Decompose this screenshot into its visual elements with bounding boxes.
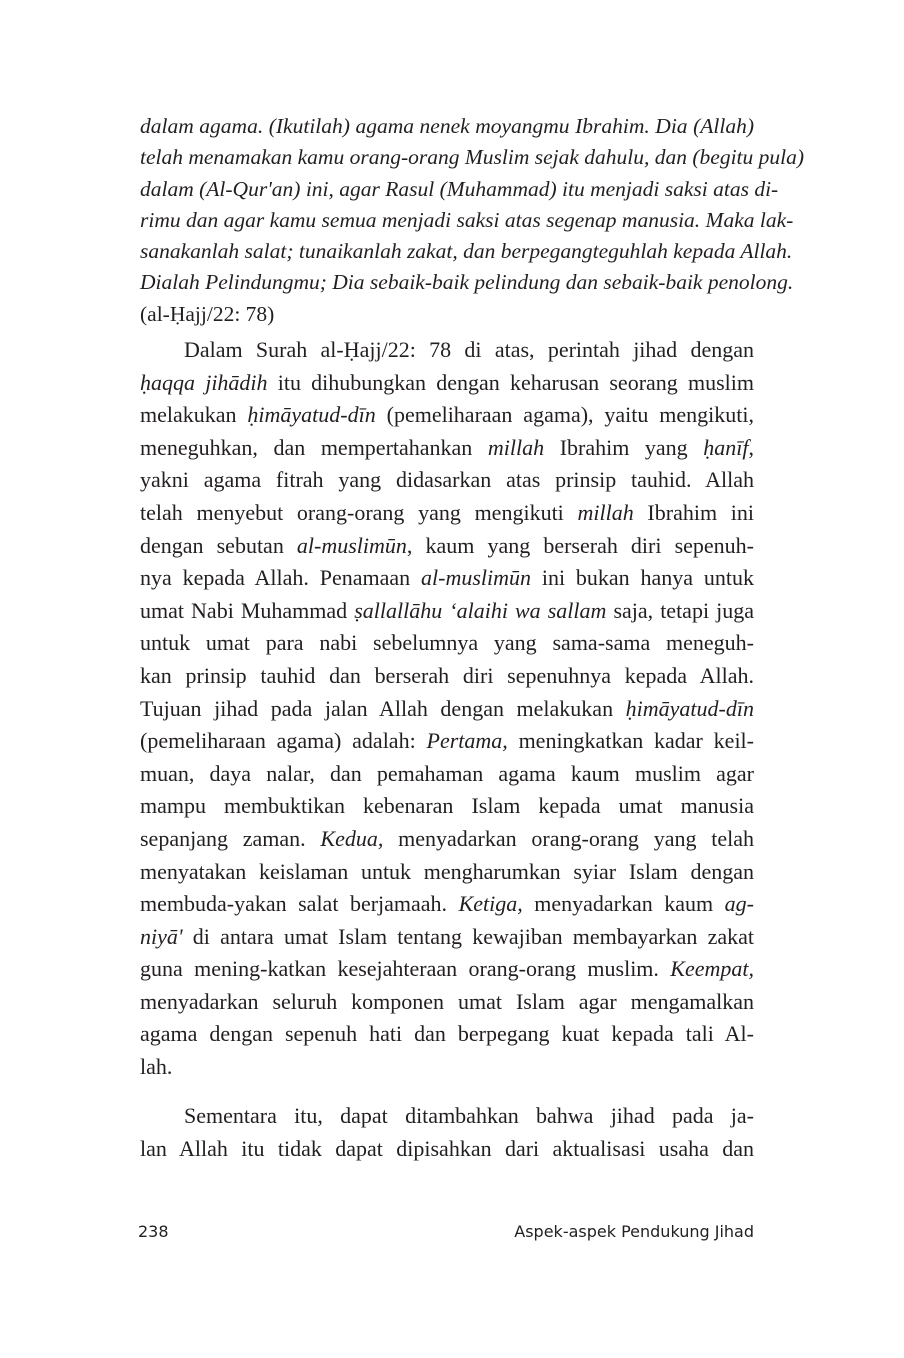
italic-term: millah — [577, 499, 634, 525]
italic-term: rimu dan agar kamu semua menjadi saksi atas segenap manusia. Maka lak- — [140, 207, 794, 232]
text-segment: (pemeliharaan agama), yaitu mengikuti, — [375, 402, 754, 428]
text-segment: lan Allah itu tidak dapat dipisahkan dari aktualisasi usaha dan — [140, 1135, 754, 1161]
italic-term: Kedua, — [320, 825, 384, 851]
italic-term: niyā' — [140, 923, 183, 949]
text-line — [140, 1100, 754, 1133]
text-segment: menyatakan keislaman untuk mengharumkan syiar Islam dengan — [140, 858, 754, 884]
text-line — [140, 953, 754, 986]
text-line — [140, 530, 754, 563]
text-line — [140, 1133, 754, 1166]
text-segment: , kaum yang berserah diri sepenuh- — [406, 532, 754, 558]
text-segment: Dalam Surah al-Ḥajj/22: 78 di atas, perintah jihad dengan — [184, 337, 754, 362]
text-line — [140, 986, 754, 1019]
text-segment: sepanjang zaman. — [140, 825, 321, 851]
text-segment: nya kepada Allah. Penamaan — [140, 565, 421, 591]
italic-term: al-muslimūn — [296, 532, 407, 558]
italic-term: ḥanīf — [703, 434, 749, 460]
text-line — [140, 856, 754, 889]
text-line — [140, 595, 754, 628]
page-number: 238 — [138, 1222, 169, 1241]
text-segment: menyadarkan orang-orang yang telah — [383, 825, 754, 851]
text-line — [140, 334, 754, 367]
italic-term: Keempat, — [670, 956, 754, 982]
text-line — [140, 236, 793, 267]
text-line — [140, 299, 754, 330]
italic-term: ṣallallāhu ‘alaihi wa sallam — [354, 597, 607, 623]
text-segment: (al-Ḥajj/22: 78) — [140, 301, 275, 326]
text-line — [140, 693, 754, 726]
text-line — [140, 660, 754, 693]
text-segment: yakni agama fitrah yang didasarkan atas prinsip tauhid. Allah — [140, 467, 754, 493]
text-line — [140, 497, 754, 530]
paragraph-2 — [140, 1100, 754, 1165]
text-segment: umat Nabi Muhammad — [140, 597, 355, 623]
italic-term: ḥimāyatud-dīn — [625, 695, 754, 721]
italic-term: dalam (Al-Qur'an) ini, agar Rasul (Muhammad) itu menjadi saksi atas di- — [140, 176, 779, 201]
text-line — [140, 627, 754, 660]
text-segment: melakukan — [140, 402, 248, 428]
text-segment: muan, daya nalar, dan pemahaman agama kaum muslim agar — [140, 760, 754, 786]
text-segment: menyadarkan seluruh komponen umat Islam agar mengamalkan — [140, 988, 754, 1014]
text-line — [140, 111, 754, 142]
text-line — [140, 432, 754, 465]
text-line — [140, 790, 754, 823]
italic-term: Dialah Pelindungmu; Dia sebaik-baik pelindung dan sebaik-baik penolong. — [140, 270, 794, 295]
text-line — [140, 888, 754, 921]
text-line — [140, 1018, 754, 1051]
text-line — [140, 142, 805, 173]
italic-term: telah menamakan kamu orang-orang Muslim sejak dahulu, dan (begitu pula) — [140, 145, 805, 170]
italic-term: dalam agama. (Ikutilah) agama nenek moyangmu Ibrahim. Dia (Allah) — [140, 114, 754, 138]
text-line — [140, 1051, 754, 1084]
text-segment: agama dengan sepenuh hati dan berpegang kuat kepada tali Al- — [140, 1021, 754, 1047]
italic-term: Pertama, — [426, 728, 508, 754]
italic-term: al-muslimūn — [421, 565, 531, 591]
italic-term: ḥaqqa jihādih — [140, 369, 268, 395]
text-segment: itu dihubungkan dengan keharusan seorang muslim — [267, 369, 754, 395]
text-segment: mampu membuktikan kebenaran Islam kepada umat manusia — [140, 793, 754, 819]
quran-quote — [140, 111, 805, 330]
text-line — [140, 823, 754, 856]
text-segment: lah. — [140, 1054, 173, 1080]
text-segment: Ibrahim ini — [633, 499, 754, 525]
italic-term: Ketiga, — [458, 891, 523, 917]
text-line — [140, 367, 754, 400]
italic-term: ag- — [724, 891, 754, 917]
text-segment: untuk umat para nabi sebelumnya yang sama-sama meneguh- — [140, 630, 754, 656]
text-segment: menyadarkan kaum — [522, 891, 725, 917]
text-segment: Tujuan jihad pada jalan Allah dengan melakukan — [140, 695, 626, 721]
text-segment: dengan sebutan — [140, 532, 297, 558]
text-line — [140, 205, 794, 236]
text-segment: saja, tetapi juga — [606, 597, 754, 623]
text-segment: ini bukan hanya untuk — [531, 565, 754, 591]
text-segment: Sementara itu, dapat ditambahkan bahwa jihad pada ja- — [184, 1103, 754, 1128]
italic-term: sanakanlah salat; tunaikanlah zakat, dan berpegangteguhlah kepada Allah. — [140, 239, 793, 264]
text-segment: di antara umat Islam tentang kewajiban membayarkan zakat — [182, 923, 754, 949]
text-segment: (pemeliharaan agama) adalah: — [140, 728, 427, 754]
text-line — [140, 464, 754, 497]
italic-term: ḥimāyatud-dīn — [247, 402, 376, 428]
italic-term: millah — [487, 434, 545, 460]
text-segment: , — [748, 434, 754, 460]
running-title: Aspek-aspek Pendukung Jihad — [514, 1222, 754, 1241]
text-line — [140, 758, 754, 791]
text-line — [140, 267, 794, 298]
text-segment: meningkatkan kadar keil- — [507, 728, 754, 754]
text-segment: membuda-yakan salat berjamaah. — [140, 891, 459, 917]
text-line — [140, 399, 754, 432]
text-segment: kan prinsip tauhid dan berserah diri sepenuhnya kepada Allah. — [140, 662, 754, 688]
text-line — [140, 921, 754, 954]
text-segment: telah menyebut orang-orang yang mengikuti — [140, 499, 578, 525]
text-line — [140, 562, 754, 595]
text-line — [140, 725, 754, 758]
text-segment: meneguhkan, dan mempertahankan — [140, 434, 488, 460]
text-line — [140, 174, 779, 205]
paragraph-1 — [140, 334, 754, 1084]
text-segment: Ibrahim yang — [544, 434, 704, 460]
text-segment: guna mening-katkan kesejahteraan orang-orang muslim. — [140, 956, 671, 982]
